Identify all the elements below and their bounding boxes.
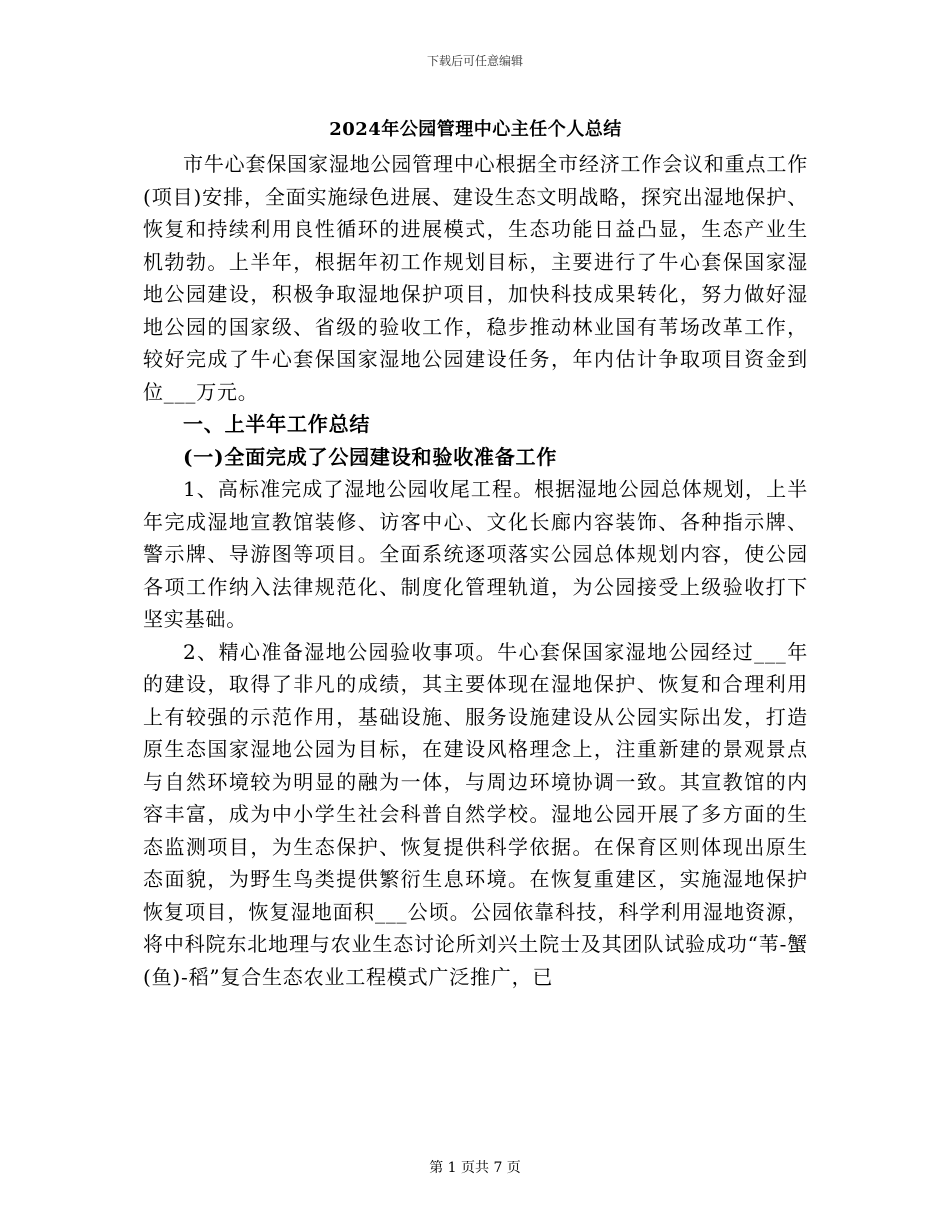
document-body — [143, 113, 808, 993]
section-heading: 一、上半年工作总结 — [183, 412, 371, 436]
item-paragraph-1: 1、高标准完成了湿地公园收尾工程。根据湿地公园总体规划，上半年完成湿地宣教馆装修、访客中心、文化长廊内容装饰、各种指示牌、警示牌、导游图等项目。全面系统逐项落实公园总体规划内容，使公园各项工作纳入法律规范化、制度化管理轨道，为公园接受上级验收打下坚实基础。 — [143, 477, 808, 631]
page-number: 第 1 页共 7 页 — [429, 1160, 521, 1176]
page-header-note: 下载后可任意编辑 — [426, 54, 523, 68]
subsection-heading: (一)全面完成了公园建设和验收准备工作 — [183, 444, 558, 469]
intro-paragraph: 市牛心套保国家湿地公园管理中心根据全市经济工作会议和重点工作(项目)安排，全面实施绿色进展、建设生态文明战略，探究出湿地保护、恢复和持续利用良性循环的进展模式，生态功能日益凸显，生态产业生机勃勃。上半年，根据年初工作规划目标，主要进行了牛心套保国家湿地公园建设，积极争取湿地保护项目，加快科技成果转化，努力做好湿地公园的国家级、省级的验收工作，稳步推动林业国有苇场改革工作，较好完成了牛心套保国家湿地公园建设任务，年内估计争取项目资金到位___万元。 — [143, 152, 808, 404]
document-title: 2024年公园管理中心主任个人总结 — [329, 119, 622, 140]
item-paragraph-2: 2、精心准备湿地公园验收事项。牛心套保国家湿地公园经过___年的建设，取得了非凡的成绩，其主要体现在湿地保护、恢复和合理利用上有较强的示范作用，基础设施、服务设施建设从公园实际出发，打造原生态国家湿地公园为目标，在建设风格理念上，注重新建的景观景点与自然环境较为明显的融为一体，与周边环境协调一致。其宣教馆的内容丰富，成为中小学生社会科普自然学校。湿地公园开展了多方面的生态监测项目，为生态保护、恢复提供科学依据。在保育区则体现出原生态面貌，为野生鸟类提供繁衍生息环境。在恢复重建区，实施湿地保护恢复项目，恢复湿地面积___公顷。公园依靠科技，科学利用湿地资源，将中科院东北地理与农业生态讨论所刘兴土院士及其团队试验成功“苇-蟹(鱼)-稻”复合生态农业工程模式广泛推广，已 — [143, 639, 808, 989]
